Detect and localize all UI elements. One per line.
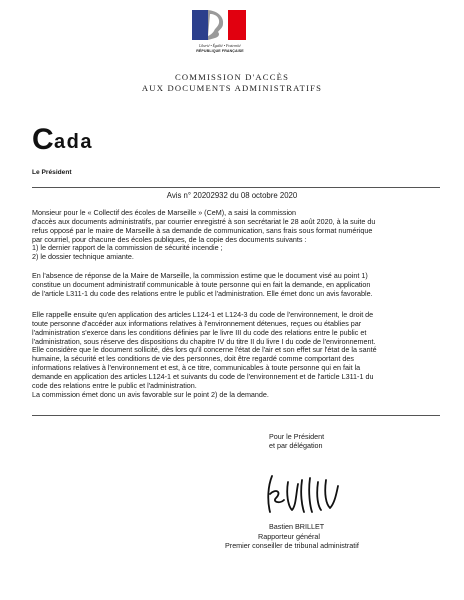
signer-name: Bastien BRILLET [269, 522, 325, 531]
commission-line-2: AUX DOCUMENTS ADMINISTRATIFS [141, 82, 323, 93]
text-line: d'accès aux documents administratifs, par courrier enregistré à son secrétariat le 28 août 2020, à la suite du [32, 217, 376, 226]
commission-line-1: COMMISSION D'ACCÈS [174, 72, 290, 82]
logo-republic-label: RÉPUBLIQUE FRANÇAISE [196, 49, 244, 53]
text-line: l'administration, sous réserve des dispositions du chapitre IV du titre II du livre I du code de l'environnement. [32, 337, 376, 346]
text-line: humaine, la sécurité et les conditions de vie des personnes, doit être regardé comme comportant des [32, 355, 355, 364]
avis-title: Avis n° 20202932 du 08 octobre 2020 [166, 191, 298, 200]
signer-role: Rapporteur général [258, 531, 320, 541]
text-line: par courriel, pour chacune des écoles publiques, de la copie des documents suivants : [32, 235, 307, 244]
cada-brand-initial: C [32, 123, 54, 156]
marianne-logo-icon [188, 8, 252, 44]
signer-title: Premier conseiller de tribunal administratif [225, 541, 359, 551]
top-divider [32, 187, 440, 188]
text-line: 1) le dernier rapport de la commission de sécurité incendie ; [32, 244, 223, 253]
handwritten-signature [258, 470, 348, 516]
text-line: constitue un document administratif communicable à toute personne qui en fait la demande, en application [32, 280, 371, 289]
for-president-line: Pour le Président [269, 432, 325, 441]
delegation-block [269, 432, 324, 450]
bottom-divider [32, 415, 440, 416]
cada-brand-rest: ada [54, 131, 93, 153]
text-line: Elle considère que le document sollicité, dès lors qu'il concerne l'état de l'air et son effet sur l'état de la santé [32, 346, 377, 355]
text-line: toute personne d'accéder aux informations relatives à l'environnement détenues, reçues ou établies par [32, 319, 362, 328]
paragraph-opinion-point-1 [32, 272, 442, 299]
text-line: Elle rappelle ensuite qu'en application des articles L124-1 et L124-3 du code de l'environnement, le droit de [32, 311, 374, 319]
text-line: de l'article L311-1 du code des relations entre le public et l'administration. Elle émet donc un avis favorable. [32, 289, 373, 298]
text-line: refus opposé par le maire de Marseille à sa demande de communication, sans frais sous format numérique [32, 226, 373, 235]
text-line: 2) le dossier technique amiante. [32, 253, 134, 262]
text-line: informations relatives à l'environnement et est, à ce titre, communicables à toute personne qui en fait la [32, 364, 361, 373]
text-line: demande en application des articles L124-1 et suivants du code de l'environnement et de l'article L311-1 du [32, 372, 374, 381]
text-line: Monsieur pour le « Collectif des écoles de Marseille » (CeM), a saisi la commission [32, 209, 297, 217]
paragraph-opinion-point-2 [32, 311, 442, 399]
logo-motto: Liberté • Égalité • Fraternité [199, 44, 241, 48]
text-line: La commission émet donc un avis favorable sur le point 2) de la demande. [32, 390, 269, 399]
signer-block [0, 522, 464, 551]
president-label: Le Président [32, 169, 72, 176]
commission-heading [0, 72, 464, 93]
paragraph-request [32, 209, 442, 262]
text-line: l'administration s'exerce dans les conditions définies par le livre III du code des relations entre le public et [32, 328, 367, 337]
text-line: En l'absence de réponse de la Maire de Marseille, la commission estime que le document visé au point 1) [32, 272, 368, 280]
text-line: code des relations entre le public et l'administration. [32, 381, 197, 390]
delegation-line: et par délégation [269, 441, 323, 451]
marianne-logo [188, 8, 252, 66]
